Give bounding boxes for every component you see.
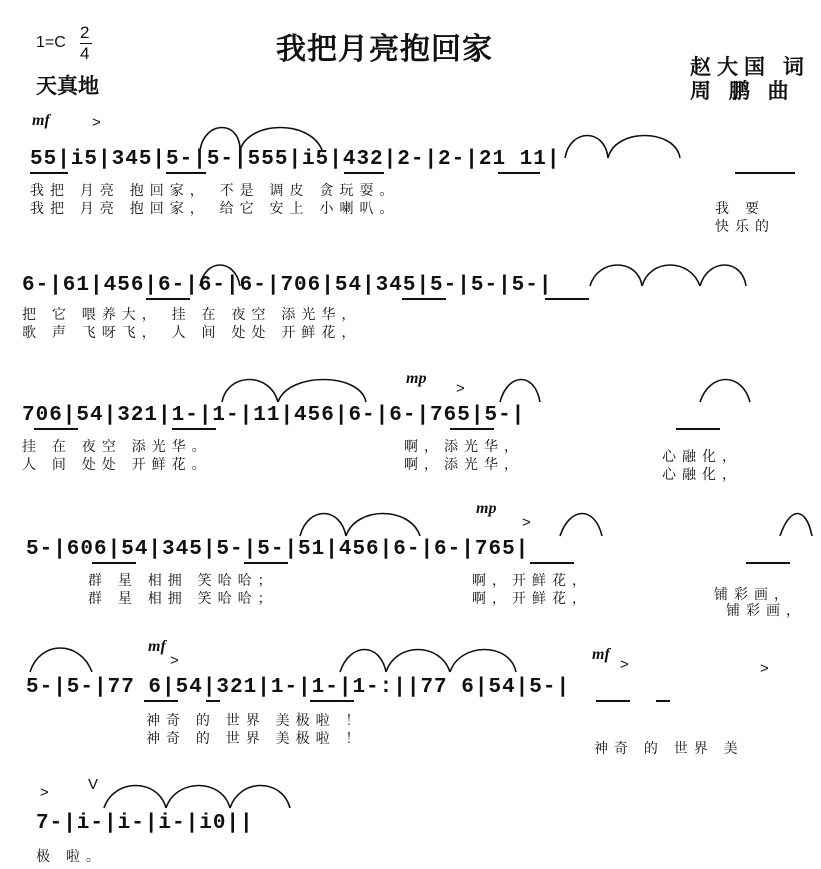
underline [244, 562, 288, 564]
underline [30, 172, 68, 174]
lyric-row-4b-verse-1: 啊，开鲜花， [472, 572, 592, 588]
notation-row-6: 7-|i-|i-|i-|i0|| [36, 812, 254, 835]
lyric-row-4-verse-2: 群 星 相拥 笑哈哈； [88, 590, 278, 606]
slur-arc [30, 648, 92, 672]
slur-arc [642, 265, 700, 286]
lyric-row-3-verse-2: 人 间 处处 开鲜花。 [22, 456, 212, 472]
time-signature-bottom: 4 [80, 44, 90, 63]
accent-mark: > [170, 652, 179, 669]
notation-row-3: 706|54|321|1-|1-|11|456|6-|6-|765|5-| [22, 404, 526, 427]
notation-row-2: 6-|61|456|6-|6-|6-|706|54|345|5-|5-|5-| [22, 274, 553, 297]
slur-arc [560, 514, 602, 537]
accent-mark: > [92, 114, 101, 131]
song-title: 我把月亮抱回家 [276, 33, 493, 66]
lyric-row-4c-verse-1: 铺彩画， [714, 586, 794, 602]
underline [34, 428, 78, 430]
underline [144, 700, 178, 702]
underline [498, 172, 540, 174]
slur-arc [340, 650, 386, 673]
slur-arc [278, 380, 366, 403]
lyric-row-3b-verse-2: 啊，添光华， [404, 456, 524, 472]
notation-row-5: 5-|5-|77 6|54|321|1-|1-|1-:||77 6|54|5-| [26, 676, 571, 699]
underline [166, 172, 206, 174]
dynamic-mf: mf [592, 646, 610, 663]
lyric-row-2-verse-1: 把 它 喂养大， 挂 在 夜空 添光华， [22, 306, 362, 322]
slur-arc [450, 650, 516, 673]
accent-mark: > [40, 784, 49, 801]
slur-arc [346, 514, 420, 537]
lyric-pickup-2: 快乐的 [715, 218, 775, 234]
notation-row-4: 5-|606|54|345|5-|5-|51|456|6-|6-|765| [26, 538, 530, 561]
slur-arc [608, 136, 680, 159]
slur-arc [240, 128, 322, 151]
underline [450, 428, 494, 430]
lyric-row-5-verse-1: 神奇 的 世界 美极啦 ！ [146, 712, 366, 728]
underline [92, 562, 136, 564]
underline [735, 172, 795, 174]
accent-mark: > [760, 660, 769, 677]
underline [402, 298, 446, 300]
slur-arc [230, 786, 290, 809]
underline [310, 700, 354, 702]
underline [530, 562, 574, 564]
lyric-row-4-verse-1: 群 星 相拥 笑哈哈； [88, 572, 278, 588]
accent-mark: > [522, 514, 531, 531]
slur-arc [386, 650, 450, 673]
underline [545, 298, 589, 300]
underline [656, 700, 670, 702]
key-signature: 1=C [36, 34, 66, 51]
slur-arc [700, 380, 750, 403]
underline [206, 700, 220, 702]
underline [146, 298, 190, 300]
underline [344, 172, 384, 174]
lyric-row-2-verse-2: 歌 声 飞呀飞， 人 间 处处 开鲜花， [22, 324, 362, 340]
lyric-row-6: 极 啦。 [36, 848, 106, 864]
lyric-row-1-verse-2: 我把 月亮 抱回家， 给它 安上 小喇叭。 [30, 200, 400, 216]
underline [746, 562, 790, 564]
dynamic-mf: mf [32, 112, 50, 129]
composer-credit: 周 鹏 曲 [690, 80, 795, 103]
dynamic-mf: mf [148, 638, 166, 655]
slur-arc [565, 136, 608, 159]
slur-arc [500, 380, 540, 403]
notation-row-1: 55|i5|345|5-|5-|555|i5|432|2-|2-|21 11| [30, 148, 561, 171]
lyric-row-1-verse-1: 我把 月亮 抱回家， 不是 调皮 贪玩耍。 [30, 182, 400, 198]
lyric-row-3-verse-1: 挂 在 夜空 添光华。 [22, 438, 212, 454]
dynamic-mp: mp [406, 370, 427, 387]
lyric-row-3b-verse-1: 啊，添光华， [404, 438, 524, 454]
lyric-row-4b-verse-2: 啊，开鲜花， [472, 590, 592, 606]
underline [596, 700, 630, 702]
accent-mark: > [456, 380, 465, 397]
accent-mark: > [620, 656, 629, 673]
lyric-row-5-verse-2: 神奇 的 世界 美极啦 ！ [146, 730, 366, 746]
tempo-mark: 天真地 [36, 75, 99, 98]
slur-arc [222, 380, 278, 403]
underline [676, 428, 720, 430]
slur-arc [590, 265, 642, 286]
slur-arc [166, 786, 230, 809]
breath-mark: V [88, 776, 99, 793]
slur-arc [300, 514, 346, 537]
lyric-row-3c-verse-1: 心融化， [662, 448, 742, 464]
lyric-row-4c-verse-2: 铺彩画， [726, 602, 806, 618]
underline [172, 428, 216, 430]
dynamic-mp: mp [476, 500, 497, 517]
lyric-row-3c-verse-2: 心融化， [662, 466, 742, 482]
lyric-row-5-end: 神奇 的 世界 美 [594, 740, 744, 756]
slur-arc [700, 265, 746, 286]
slur-arc [104, 786, 166, 809]
slur-arc [780, 514, 812, 537]
lyricist-credit: 赵大国 词 [690, 56, 810, 79]
lyric-pickup-1: 我 要 [715, 200, 765, 216]
slur-arc [200, 128, 240, 151]
time-signature-top: 2 [80, 23, 90, 42]
